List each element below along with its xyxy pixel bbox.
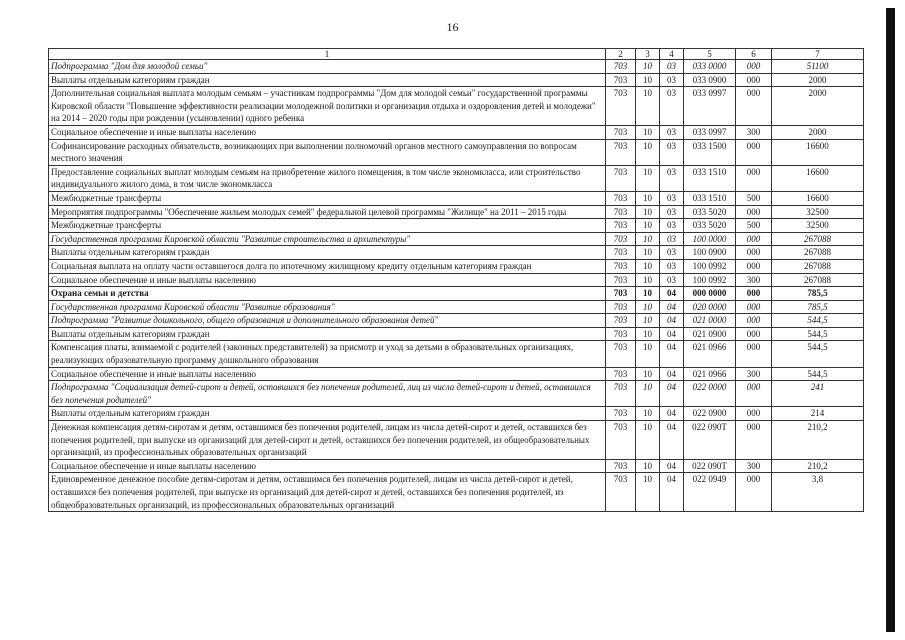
cell-amount: 267088 bbox=[772, 273, 864, 287]
cell-section: 10 bbox=[636, 87, 660, 126]
cell-admin-code: 703 bbox=[606, 381, 636, 407]
cell-subsection: 03 bbox=[660, 125, 684, 139]
cell-target-code: 033 0997 bbox=[684, 87, 736, 126]
cell-subsection: 03 bbox=[660, 232, 684, 246]
cell-subsection: 03 bbox=[660, 219, 684, 233]
cell-target-code: 022 0900 bbox=[684, 407, 736, 421]
cell-subsection: 03 bbox=[660, 73, 684, 87]
cell-subsection: 03 bbox=[660, 259, 684, 273]
row-name: Выплаты отдельным категориям граждан bbox=[49, 407, 606, 421]
cell-subsection: 04 bbox=[660, 314, 684, 328]
cell-subsection: 03 bbox=[660, 87, 684, 126]
cell-admin-code: 703 bbox=[606, 125, 636, 139]
cell-target-code: 033 5020 bbox=[684, 219, 736, 233]
cell-admin-code: 703 bbox=[606, 165, 636, 191]
cell-amount: 2000 bbox=[772, 125, 864, 139]
cell-section: 10 bbox=[636, 287, 660, 301]
row-name: Межбюджетные трансферты bbox=[49, 191, 606, 205]
cell-amount: 32500 bbox=[772, 219, 864, 233]
table-row bbox=[49, 232, 864, 246]
cell-section: 10 bbox=[636, 219, 660, 233]
cell-expense-type: 000 bbox=[736, 314, 772, 328]
cell-expense-type: 300 bbox=[736, 367, 772, 381]
row-name: Софинансирование расходных обязательств, возникающих при выполнении полномочий органов местного самоуправления по вопросам местного значения bbox=[49, 139, 606, 165]
cell-section: 10 bbox=[636, 205, 660, 219]
cell-amount: 32500 bbox=[772, 205, 864, 219]
table-row bbox=[49, 367, 864, 381]
cell-admin-code: 703 bbox=[606, 300, 636, 314]
cell-expense-type: 500 bbox=[736, 191, 772, 205]
cell-target-code: 033 1500 bbox=[684, 139, 736, 165]
cell-amount: 544,5 bbox=[772, 327, 864, 341]
cell-section: 10 bbox=[636, 73, 660, 87]
row-name: Дополнительная социальная выплата молодым семьям – участникам подпрограммы "Дом для молодой семьи" государственной программы Кировской области "Повышение эффективности реализации молодежной политики и организация отдыха и оздоровления детей и молодежи" на 2014 – 2020 годы при рождении (усыновлении) одного ребенка bbox=[49, 87, 606, 126]
row-name: Подпрограмма "Дом для молодой семьи" bbox=[49, 60, 606, 74]
cell-target-code: 022 0000 bbox=[684, 381, 736, 407]
cell-subsection: 04 bbox=[660, 341, 684, 367]
cell-expense-type: 000 bbox=[736, 205, 772, 219]
table-row bbox=[49, 73, 864, 87]
cell-target-code: 033 0000 bbox=[684, 60, 736, 74]
cell-amount: 214 bbox=[772, 407, 864, 421]
cell-subsection: 03 bbox=[660, 60, 684, 74]
cell-subsection: 03 bbox=[660, 191, 684, 205]
cell-section: 10 bbox=[636, 421, 660, 460]
cell-admin-code: 703 bbox=[606, 219, 636, 233]
cell-expense-type: 000 bbox=[736, 73, 772, 87]
header-cell-6: 6 bbox=[736, 49, 772, 60]
cell-expense-type: 300 bbox=[736, 273, 772, 287]
row-name: Государственная программа Кировской области "Развитие образования" bbox=[49, 300, 606, 314]
cell-target-code: 021 0966 bbox=[684, 367, 736, 381]
cell-section: 10 bbox=[636, 459, 660, 473]
cell-expense-type: 000 bbox=[736, 60, 772, 74]
cell-subsection: 03 bbox=[660, 139, 684, 165]
table-row bbox=[49, 219, 864, 233]
cell-section: 10 bbox=[636, 381, 660, 407]
cell-amount: 785,5 bbox=[772, 300, 864, 314]
cell-subsection: 04 bbox=[660, 407, 684, 421]
table-row bbox=[49, 381, 864, 407]
cell-amount: 210,2 bbox=[772, 459, 864, 473]
cell-section: 10 bbox=[636, 165, 660, 191]
cell-target-code: 021 0900 bbox=[684, 327, 736, 341]
cell-amount: 544,5 bbox=[772, 341, 864, 367]
cell-admin-code: 703 bbox=[606, 259, 636, 273]
cell-admin-code: 703 bbox=[606, 407, 636, 421]
cell-admin-code: 703 bbox=[606, 327, 636, 341]
table-row bbox=[49, 60, 864, 74]
cell-subsection: 03 bbox=[660, 273, 684, 287]
row-name: Компенсация платы, взимаемой с родителей (законных представителей) за присмотр и уход за детьми в образовательных организациях, реализующих образовательную программу дошкольного образования bbox=[49, 341, 606, 367]
cell-amount: 267088 bbox=[772, 246, 864, 260]
header-cell-4: 4 bbox=[660, 49, 684, 60]
cell-admin-code: 703 bbox=[606, 139, 636, 165]
table-row bbox=[49, 341, 864, 367]
cell-subsection: 04 bbox=[660, 327, 684, 341]
table-row bbox=[49, 421, 864, 460]
cell-subsection: 04 bbox=[660, 381, 684, 407]
row-name: Социальное обеспечение и иные выплаты населению bbox=[49, 459, 606, 473]
cell-admin-code: 703 bbox=[606, 73, 636, 87]
cell-expense-type: 000 bbox=[736, 139, 772, 165]
table-row bbox=[49, 139, 864, 165]
table-row bbox=[49, 259, 864, 273]
cell-subsection: 03 bbox=[660, 165, 684, 191]
header-cell-5: 5 bbox=[684, 49, 736, 60]
row-name: Подпрограмма "Развитие дошкольного, общего образования и дополнительного образования детей" bbox=[49, 314, 606, 328]
table-row bbox=[49, 473, 864, 512]
cell-target-code: 033 0997 bbox=[684, 125, 736, 139]
cell-section: 10 bbox=[636, 300, 660, 314]
cell-amount: 16600 bbox=[772, 139, 864, 165]
budget-table bbox=[48, 48, 864, 512]
cell-admin-code: 703 bbox=[606, 60, 636, 74]
row-name: Выплаты отдельным категориям граждан bbox=[49, 327, 606, 341]
cell-subsection: 04 bbox=[660, 287, 684, 301]
table-row bbox=[49, 314, 864, 328]
table-header-row bbox=[49, 49, 864, 60]
row-name: Мероприятия подпрограммы "Обеспечение жильем молодых семей" федеральной целевой программы "Жилище" на 2011 – 2015 годы bbox=[49, 205, 606, 219]
row-name: Подпрограмма "Социализация детей-сирот и детей, оставшихся без попечения родителей, лиц из числа детей-сирот и детей, оставшихся без попечения родителей" bbox=[49, 381, 606, 407]
table-row bbox=[49, 125, 864, 139]
cell-amount: 210,2 bbox=[772, 421, 864, 460]
cell-admin-code: 703 bbox=[606, 287, 636, 301]
cell-target-code: 033 1510 bbox=[684, 191, 736, 205]
cell-admin-code: 703 bbox=[606, 87, 636, 126]
cell-section: 10 bbox=[636, 327, 660, 341]
cell-section: 10 bbox=[636, 139, 660, 165]
page-number: 16 bbox=[446, 20, 459, 34]
cell-target-code: 100 0900 bbox=[684, 246, 736, 260]
header-cell-2: 2 bbox=[606, 49, 636, 60]
table-body bbox=[49, 49, 864, 512]
table-row bbox=[49, 327, 864, 341]
cell-amount: 3,8 bbox=[772, 473, 864, 512]
cell-section: 10 bbox=[636, 473, 660, 512]
cell-expense-type: 000 bbox=[736, 300, 772, 314]
cell-admin-code: 703 bbox=[606, 341, 636, 367]
row-name: Выплаты отдельным категориям граждан bbox=[49, 246, 606, 260]
cell-expense-type: 300 bbox=[736, 459, 772, 473]
table-row bbox=[49, 300, 864, 314]
table-row bbox=[49, 191, 864, 205]
cell-expense-type: 000 bbox=[736, 165, 772, 191]
cell-expense-type: 000 bbox=[736, 259, 772, 273]
cell-admin-code: 703 bbox=[606, 473, 636, 512]
table-row bbox=[49, 87, 864, 126]
cell-target-code: 020 0000 bbox=[684, 300, 736, 314]
cell-target-code: 100 0992 bbox=[684, 273, 736, 287]
cell-amount: 544,5 bbox=[772, 367, 864, 381]
cell-section: 10 bbox=[636, 314, 660, 328]
cell-amount: 785,5 bbox=[772, 287, 864, 301]
cell-amount: 16600 bbox=[772, 165, 864, 191]
cell-section: 10 bbox=[636, 367, 660, 381]
cell-amount: 241 bbox=[772, 381, 864, 407]
cell-section: 10 bbox=[636, 273, 660, 287]
row-name: Предоставление социальных выплат молодым семьям на приобретение жилого помещения, в том числе экономкласса, или строительство индивидуального жилого дома, в том числе экономкласса bbox=[49, 165, 606, 191]
cell-section: 10 bbox=[636, 341, 660, 367]
cell-subsection: 04 bbox=[660, 421, 684, 460]
cell-target-code: 000 0000 bbox=[684, 287, 736, 301]
row-name: Социальное обеспечение и иные выплаты населению bbox=[49, 273, 606, 287]
cell-target-code: 100 0992 bbox=[684, 259, 736, 273]
cell-expense-type: 000 bbox=[736, 287, 772, 301]
cell-subsection: 03 bbox=[660, 205, 684, 219]
cell-amount: 2000 bbox=[772, 87, 864, 126]
cell-admin-code: 703 bbox=[606, 421, 636, 460]
cell-admin-code: 703 bbox=[606, 191, 636, 205]
cell-target-code: 021 0000 bbox=[684, 314, 736, 328]
cell-target-code: 022 090Т bbox=[684, 421, 736, 460]
cell-section: 10 bbox=[636, 191, 660, 205]
table-row bbox=[49, 287, 864, 301]
cell-admin-code: 703 bbox=[606, 367, 636, 381]
cell-target-code: 033 1510 bbox=[684, 165, 736, 191]
cell-amount: 544,5 bbox=[772, 314, 864, 328]
row-name: Социальное обеспечение и иные выплаты населению bbox=[49, 125, 606, 139]
cell-expense-type: 000 bbox=[736, 381, 772, 407]
cell-target-code: 033 5020 bbox=[684, 205, 736, 219]
row-name: Охрана семьи и детства bbox=[49, 287, 606, 301]
cell-target-code: 033 0900 bbox=[684, 73, 736, 87]
cell-target-code: 021 0966 bbox=[684, 341, 736, 367]
cell-amount: 267088 bbox=[772, 232, 864, 246]
cell-amount: 16600 bbox=[772, 191, 864, 205]
cell-admin-code: 703 bbox=[606, 205, 636, 219]
cell-subsection: 04 bbox=[660, 367, 684, 381]
cell-expense-type: 000 bbox=[736, 421, 772, 460]
cell-subsection: 04 bbox=[660, 300, 684, 314]
cell-amount: 267088 bbox=[772, 259, 864, 273]
cell-admin-code: 703 bbox=[606, 314, 636, 328]
cell-expense-type: 000 bbox=[736, 246, 772, 260]
cell-subsection: 03 bbox=[660, 246, 684, 260]
cell-expense-type: 000 bbox=[736, 473, 772, 512]
row-name: Государственная программа Кировской области "Развитие строительства и архитектуры" bbox=[49, 232, 606, 246]
cell-section: 10 bbox=[636, 246, 660, 260]
header-cell-7: 7 bbox=[772, 49, 864, 60]
cell-section: 10 bbox=[636, 259, 660, 273]
cell-target-code: 022 090Т bbox=[684, 459, 736, 473]
cell-expense-type: 000 bbox=[736, 87, 772, 126]
cell-expense-type: 000 bbox=[736, 407, 772, 421]
cell-section: 10 bbox=[636, 232, 660, 246]
cell-admin-code: 703 bbox=[606, 232, 636, 246]
cell-admin-code: 703 bbox=[606, 459, 636, 473]
row-name: Единовременное денежное пособие детям-сиротам и детям, оставшимся без попечения родителей, лицам из числа детей-сирот и детей, оставшихся без попечения родителей, при выпуске из организаций для детей-сирот и детей, оставшихся без попечения родителей, из общеобразовательных организаций, из профессиональных образовательных организаций bbox=[49, 473, 606, 512]
cell-subsection: 04 bbox=[660, 459, 684, 473]
table-row bbox=[49, 407, 864, 421]
scan-edge-bar bbox=[886, 8, 895, 632]
cell-expense-type: 000 bbox=[736, 327, 772, 341]
table-row bbox=[49, 165, 864, 191]
table-row bbox=[49, 273, 864, 287]
cell-amount: 2000 bbox=[772, 73, 864, 87]
cell-section: 10 bbox=[636, 60, 660, 74]
table-row bbox=[49, 459, 864, 473]
cell-target-code: 022 0949 bbox=[684, 473, 736, 512]
row-name: Денежная компенсация детям-сиротам и детям, оставшимся без попечения родителей, лицам из числа детей-сирот и детей, оставшихся без попечения родителей, при выпуске из организаций для детей-сирот и детей, оставшихся без попечения родителей, из общеобразовательных организаций, из профессиональных образовательных организаций bbox=[49, 421, 606, 460]
table-row bbox=[49, 246, 864, 260]
cell-section: 10 bbox=[636, 407, 660, 421]
cell-expense-type: 300 bbox=[736, 125, 772, 139]
cell-amount: 51100 bbox=[772, 60, 864, 74]
cell-admin-code: 703 bbox=[606, 246, 636, 260]
cell-expense-type: 000 bbox=[736, 341, 772, 367]
row-name: Социальное обеспечение и иные выплаты населению bbox=[49, 367, 606, 381]
table-row bbox=[49, 205, 864, 219]
row-name: Выплаты отдельным категориям граждан bbox=[49, 73, 606, 87]
header-cell-1: 1 bbox=[49, 49, 606, 60]
row-name: Межбюджетные трансферты bbox=[49, 219, 606, 233]
cell-section: 10 bbox=[636, 125, 660, 139]
cell-subsection: 04 bbox=[660, 473, 684, 512]
cell-expense-type: 000 bbox=[736, 232, 772, 246]
cell-expense-type: 500 bbox=[736, 219, 772, 233]
cell-target-code: 100 0000 bbox=[684, 232, 736, 246]
header-cell-3: 3 bbox=[636, 49, 660, 60]
row-name: Социальная выплата на оплату части оставшегося долга по ипотечному жилищному кредиту отдельным категориям граждан bbox=[49, 259, 606, 273]
cell-admin-code: 703 bbox=[606, 273, 636, 287]
